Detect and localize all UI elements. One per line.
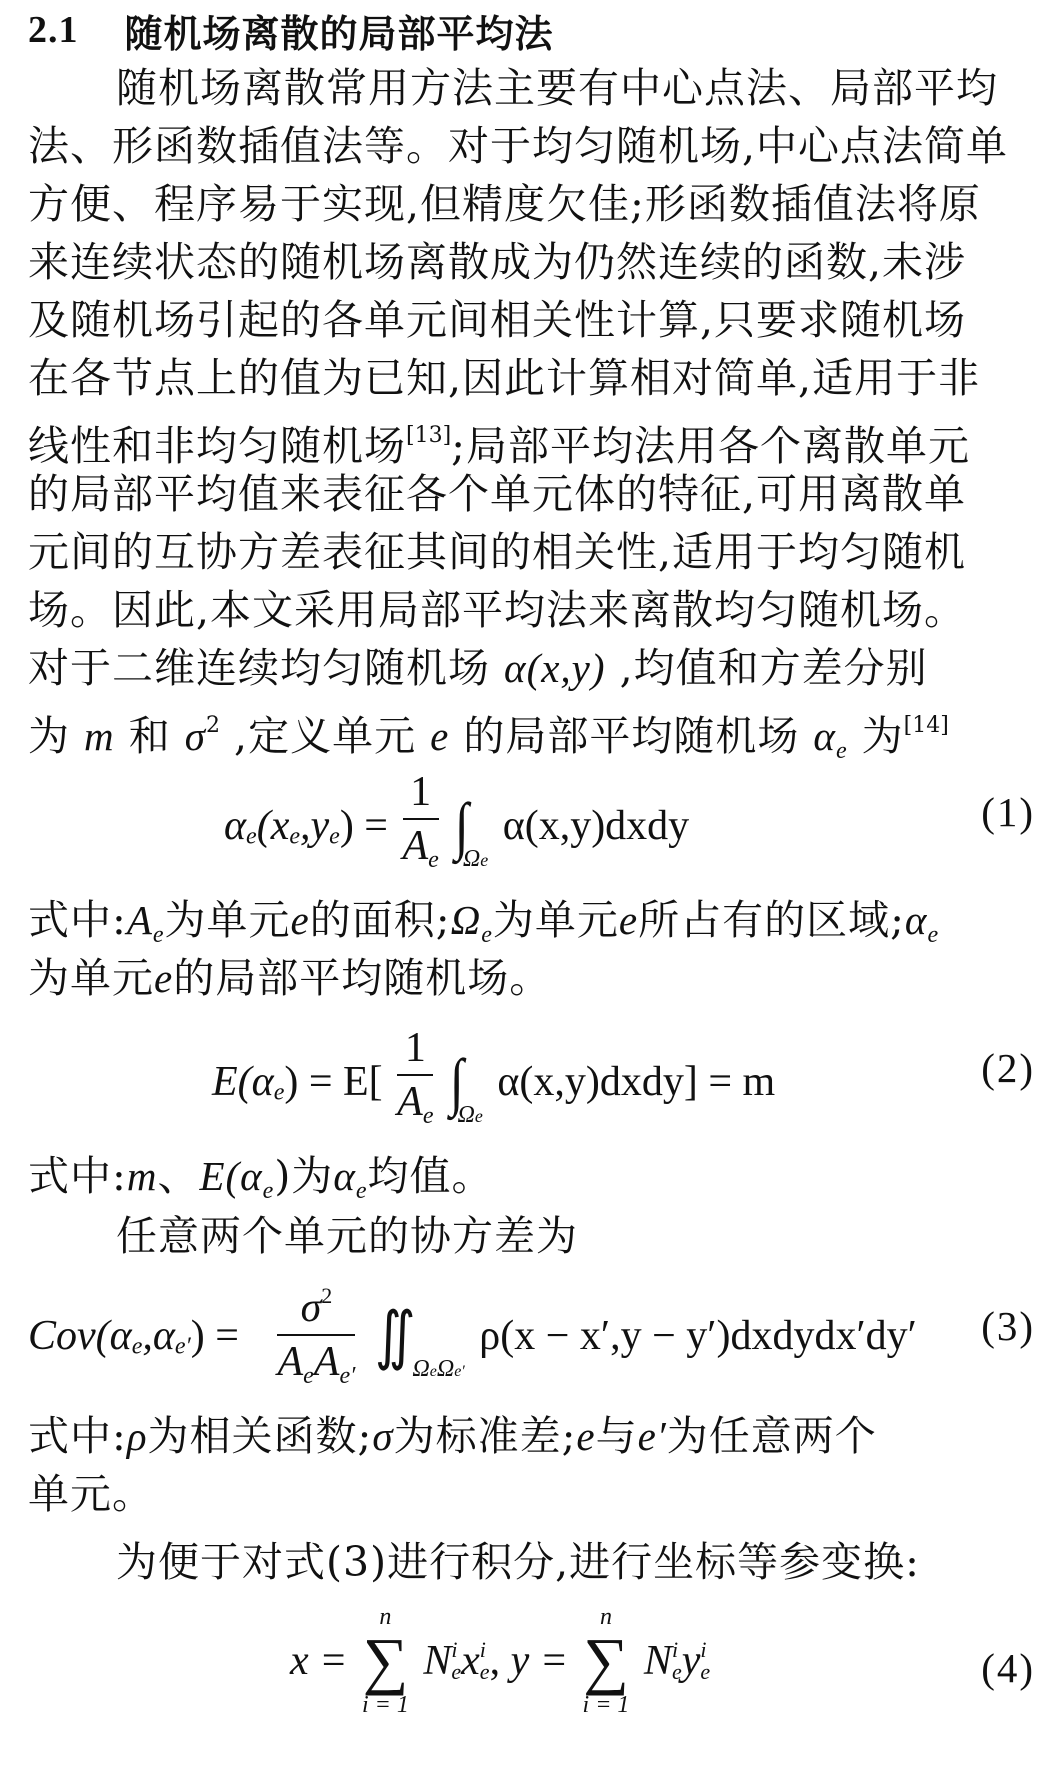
section-number: 2.1 — [28, 9, 79, 51]
fraction: $\frac{1}{A_e}$ — [403, 766, 439, 886]
text-line: 的局部平均值来表征各个单元体的特征,可用离散单 — [28, 470, 967, 518]
sum-sign: n ∑ i = 1 — [361, 1604, 409, 1718]
text-line: 法、形函数插值法等。对于均匀随机场,中心点法简单 — [28, 122, 1009, 170]
equation-number: (2) — [981, 1045, 1035, 1091]
text-line: 来连续状态的随机场离散成为仍然连续的函数,未涉 — [28, 238, 967, 286]
integral-sign: ∫ — [455, 790, 470, 861]
citation-ref: [14] — [903, 713, 949, 738]
text-line: 场。因此,本文采用局部平均法来离散均匀随机场。 — [28, 586, 967, 634]
text-line: 及随机场引起的各单元间相关性计算,只要求随机场 — [28, 296, 967, 344]
text-line: 方便、程序易于实现,但精度欠佳;形函数插值法将原 — [28, 180, 981, 228]
citation-ref: [13] — [406, 423, 452, 448]
text-line: 为单元e的局部平均随机场。 — [28, 954, 552, 1002]
text-line: 任意两个单元的协方差为 — [116, 1212, 578, 1260]
equation-3: $Cov(\alpha_e,\alpha_{e'})$ = $\frac{\sigma^2}{A_eA_{e'}}$ $∬_{\Omega e\Omega e'}$ ρ(x − x′,y − y′)dxdydx′dy′ (3) — [28, 1270, 1035, 1398]
integral-sign: ∫ — [449, 1046, 464, 1117]
equation-number: (3) — [981, 1303, 1035, 1349]
equation-number: (1) — [981, 789, 1035, 835]
section-heading — [28, 2, 554, 58]
equation-1: $\alpha_e(x_e,y_e)$ = $\frac{1}{A_e}$ $\int_{\Omega e}$ α(x,y)dxdy (1) — [28, 766, 1035, 884]
inline-math: α(x,y) — [504, 645, 606, 691]
text-line: 线性和非均匀随机场[13];局部平均法用各个离散单元 — [28, 422, 970, 470]
text-line: 为 m 和 $\sigma^2$ ,定义单元 e 的局部平均随机场 $\alpha_e$ 为[14] — [28, 712, 949, 764]
fraction: $\frac{\sigma^2}{A_eA_{e'}}$ — [277, 1270, 355, 1402]
text-line: 式中:m、$E(\alpha_e)$为$\alpha_e$均值。 — [28, 1152, 494, 1204]
text-line: 在各节点上的值为已知,因此计算相对简单,适用于非 — [28, 354, 981, 402]
equation-4: x = n ∑ i = 1 N i e x i e , y = n ∑ i = 1 N i e y i e (4) — [290, 1604, 1035, 1718]
sum-sign: n ∑ i = 1 — [582, 1604, 630, 1718]
text-line: 式中:ρ为相关函数;σ为标准差;e与e′为任意两个 — [28, 1412, 877, 1460]
text-line: 为便于对式(3)进行积分,进行坐标等参变换: — [116, 1538, 920, 1586]
text-line: 对于二维连续均匀随机场 α(x,y) ,均值和方差分别 — [28, 644, 928, 692]
section-title: 随机场离散的局部平均法 — [124, 11, 554, 56]
text-line: 式中$:A_e$为单元e的面积$;\Omega_e$为单元e所占有的区域$;\alpha_e$ — [28, 896, 940, 948]
double-integral-sign: ∬ — [374, 1300, 416, 1371]
text-line: 单元。 — [28, 1470, 154, 1518]
text-line: 元间的互协方差表征其间的相关性,适用于均匀随机 — [28, 528, 967, 576]
text-line: 随机场离散常用方法主要有中心点法、局部平均 — [116, 64, 998, 112]
equation-number: (4) — [981, 1645, 1035, 1691]
equation-2: $E(\alpha_e) = E$[ $\frac{1}{A_e}$ $\int_{\Omega e}$ α(x,y)dxdy] = m (2) — [28, 1022, 1035, 1140]
fraction: $\frac{1}{A_e}$ — [397, 1022, 433, 1142]
